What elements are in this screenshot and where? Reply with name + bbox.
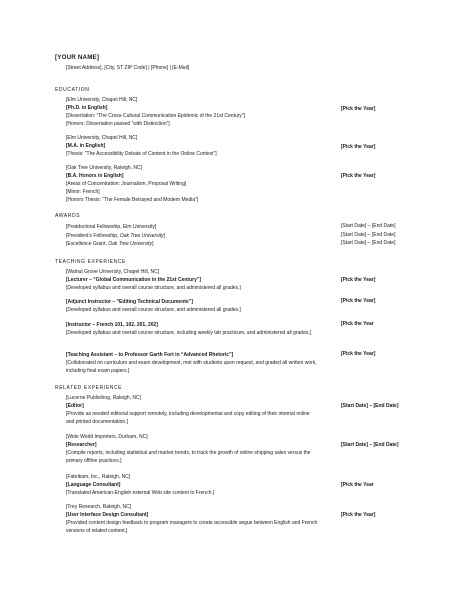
award-date: [Start Date] – [End Date] — [341, 223, 396, 229]
teaching-heading: TEACHING EXPERIENCE — [55, 259, 126, 265]
position-description: [Translated American-English external Web site content to French.] — [66, 490, 215, 497]
entry-date: [Pick the Year — [341, 321, 374, 327]
related-entry — [66, 473, 318, 497]
position-description: [Provide as needed editorial support remotely, including developmental and copy editing of their internal online and printed documentation.] — [66, 411, 310, 426]
organization-name: [Trey Research, Raleigh, NC] — [66, 504, 132, 510]
detail-line: [Honors Thesis: “The Female Betrayed and Modern Media”] — [66, 197, 199, 204]
award-item — [66, 232, 326, 240]
award-text: [Excellence Grant, — [66, 241, 109, 247]
detail-line: [Thesis: “The Accessibility Debate of Content in the Online Context”] — [66, 151, 217, 158]
position-title: [Language Consultant] — [66, 482, 121, 489]
degree-title: [M.A. in English] — [66, 143, 106, 150]
detail-line: [Areas of Concentration: Journalism, Proposal Writing] — [66, 181, 187, 188]
related-entry — [66, 433, 318, 465]
related-heading: RELATED EXPERIENCE — [55, 385, 123, 391]
organization-name: [Wide World Importers, Durham, NC] — [66, 434, 148, 440]
education-entry — [66, 164, 326, 204]
award-text-end: ] — [152, 241, 154, 247]
education-heading: EDUCATION — [55, 87, 90, 93]
education-entry — [66, 96, 326, 128]
degree-title: [Ph.D. in English] — [66, 105, 108, 112]
award-institution: Oak Tree University — [119, 233, 164, 239]
entry-date: [Pick the Year] — [341, 144, 376, 150]
detail-line: [Honors: Dissertation passed “with Distinction”] — [66, 121, 170, 128]
school-name: [Elm University, Chapel Hill, NC] — [66, 97, 138, 103]
position-title: [Instructor – French 101, 102, 201, 202] — [66, 322, 158, 328]
teaching-entry — [66, 351, 318, 375]
position-description: [Collaborated on curriculum and exam development, met with students upon request, and graded all written work, including final exam papers.] — [66, 360, 317, 375]
entry-date: [Start Date] – [End Date] — [341, 442, 399, 448]
position-title: [Lecturer – “Global Communication in the 21st Century”] — [66, 277, 202, 284]
detail-line: [Dissertation: “The Cross-Cultural Communication Epidemic of the 21st Century”] — [66, 113, 245, 120]
entry-date: [Pick the Year] — [341, 173, 376, 179]
organization-name: [Lucerne Publishing, Raleigh, NC] — [66, 395, 142, 401]
degree-title: [B.A. Honors in English] — [66, 173, 124, 180]
entry-date: [Pick the Year] — [341, 351, 376, 357]
position-description: [Developed syllabus and overall course structure, including weekly lab practicum, and administered all grades.] — [66, 330, 312, 337]
entry-date: [Pick the Year] — [341, 298, 376, 304]
detail-line: [Minor: French] — [66, 189, 100, 196]
teaching-entry — [66, 298, 318, 314]
award-text: [President’s Fellowship, — [66, 233, 120, 239]
award-text-end: ] — [163, 233, 166, 239]
awards-heading: AWARDS — [55, 213, 81, 219]
teaching-entry — [66, 321, 318, 337]
education-entry — [66, 134, 326, 158]
position-title: [Teaching Assistant – to Professor Garth Fort in “Advanced Rhetoric”] — [66, 352, 234, 358]
contact-line: [Street Address], [City, ST ZIP Code] | [Phone] | [E-Mail] — [66, 65, 190, 71]
related-entry — [66, 503, 318, 535]
institution-name: [Walnut Grove University, Chapel Hill, NC] — [66, 269, 160, 275]
position-title: [Adjunct Instructor – “Editing Technical Documents”] — [66, 299, 193, 305]
related-entry — [66, 394, 318, 426]
award-date: [Start Date] – [End Date] — [341, 240, 396, 246]
position-description: [Developed syllabus and overall course structure, and administered all grades.] — [66, 285, 241, 292]
entry-date: [Pick the Year] — [341, 106, 376, 112]
position-title: [User Interface Design Consultant] — [66, 512, 149, 519]
entry-date: [Pick the Year] — [341, 277, 376, 283]
award-item — [66, 223, 326, 231]
award-institution: Oak Tree University — [108, 241, 153, 247]
position-description: [Provided content design feedback to program managers to create accessible segue between English and French versions of related content.] — [66, 520, 318, 535]
position-description: [Compile reports, including statistical and market trends, to track the growth of online shipping sales versus the primary offline practices.] — [66, 450, 311, 465]
position-title: [Researcher] — [66, 442, 97, 449]
award-date: [Start Date] – [End Date] — [341, 232, 396, 238]
resume-name: [YOUR NAME] — [55, 54, 100, 61]
position-description: [Developed syllabus and overall course structure, and administered all grades.] — [66, 307, 241, 314]
organization-name: [Fabrikam, Inc., Raleigh, NC] — [66, 474, 131, 480]
award-item — [66, 240, 326, 248]
award-text: [Postdoctoral Fellowship, Elm University] — [66, 224, 157, 230]
school-name: [Oak Tree University, Raleigh, NC] — [66, 165, 143, 171]
entry-date: [Pick the Year — [341, 482, 374, 488]
teaching-entry — [66, 268, 318, 292]
position-title: [Editor] — [66, 403, 84, 410]
entry-date: [Start Date] – [End Date] — [341, 403, 399, 409]
entry-date: [Pick the Year] — [341, 512, 376, 518]
school-name: [Elm University, Chapel Hill, NC] — [66, 135, 138, 141]
